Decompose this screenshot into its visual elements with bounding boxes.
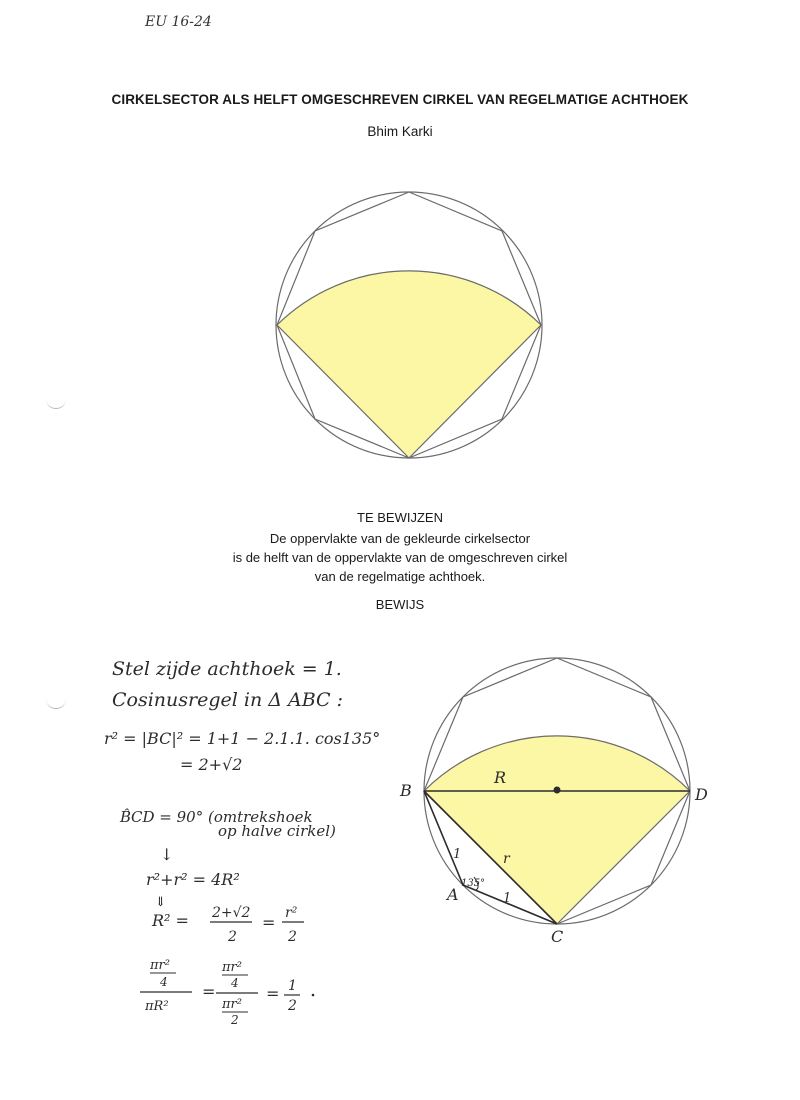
- ratio2-bot-num: πr²: [222, 997, 242, 1012]
- proof-R2-numerator: 2+√2: [212, 905, 251, 921]
- equals-sign: =: [202, 982, 216, 1001]
- label-side-AC: 1: [503, 891, 512, 906]
- proof-line-sum: r²+r² = 4R²: [146, 870, 240, 889]
- equals-sign: =: [262, 913, 276, 932]
- label-B: B: [400, 781, 412, 800]
- double-arrow-down: ⇓: [155, 895, 166, 910]
- half-numerator: 1: [288, 978, 297, 994]
- label-A: A: [447, 885, 459, 904]
- proof-line-r-squared: r² = |BC|² = 1+1 − 2.1.1. cos135°: [104, 729, 381, 748]
- proof-R2-numerator-2: r²: [285, 905, 298, 921]
- center-point: [554, 787, 561, 794]
- claim-line: is de helft van de oppervlakte van de omgeschreven cirkel: [232, 550, 568, 565]
- ratio-top-den: 4: [160, 975, 168, 989]
- equals-sign: =: [266, 984, 280, 1003]
- label-r: r: [503, 851, 510, 867]
- ratio2-bot-den: 2: [231, 1013, 239, 1027]
- claim-heading: TE BEWIJZEN: [357, 510, 443, 525]
- proof-line-r-value: = 2+√2: [180, 755, 243, 774]
- period-dot: [312, 994, 315, 997]
- proof-line-angle-cont: op halve cirkel): [218, 822, 336, 840]
- proof-line-angle: B̂CD = 90° (omtrekshoek: [120, 808, 313, 826]
- author-name: Bhim Karki: [367, 124, 433, 139]
- claim-line: De oppervlakte van de gekleurde cirkelsector: [269, 531, 531, 546]
- arrow-down: ↓: [160, 845, 174, 864]
- proof-R2-denominator-2: 2: [288, 929, 297, 945]
- proof-R2-denominator: 2: [228, 929, 237, 945]
- label-angle: 135°: [461, 878, 486, 889]
- proof-heading: BEWIJS: [375, 597, 425, 612]
- reference-code: EU 16-24: [145, 14, 212, 30]
- ratio-denominator: πR²: [145, 999, 169, 1014]
- proof-line-cosine: Cosinusregel in Δ ABC :: [112, 689, 344, 711]
- ratio2-top-den: 4: [231, 976, 239, 990]
- proof-R2-lhs: R² =: [152, 911, 189, 930]
- half-denominator: 2: [288, 998, 297, 1014]
- page-title: CIRKELSECTOR ALS HELFT OMGESCHREVEN CIRKEL VAN REGELMATIGE ACHTHOEK: [111, 92, 689, 107]
- label-R: R: [494, 768, 507, 787]
- ratio2-top-num: πr²: [222, 960, 242, 975]
- label-D: D: [695, 785, 708, 804]
- proof-line-side: Stel zijde achthoek = 1.: [112, 658, 342, 680]
- ratio-top-num: πr²: [150, 958, 170, 973]
- label-C: C: [551, 927, 564, 946]
- claim-line: van de regelmatige achthoek.: [314, 569, 486, 584]
- label-side-BA: 1: [453, 847, 462, 862]
